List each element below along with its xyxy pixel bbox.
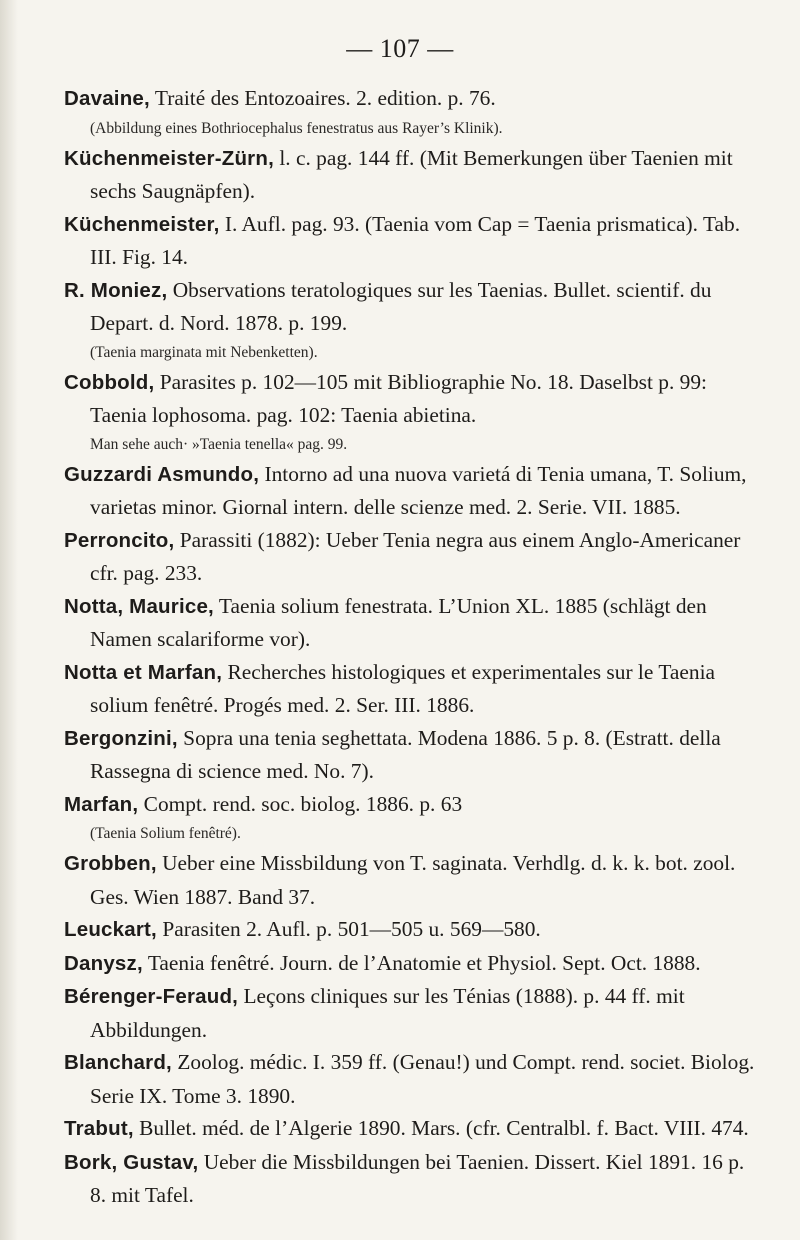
bibliography-entry <box>64 947 764 981</box>
entry-author: Notta, Maurice, <box>64 594 214 618</box>
entry-text: Ueber eine Missbildung von T. saginata. Verhdlg. d. k. k. bot. zool. Ges. Wien 1887. Band 37. <box>90 851 736 909</box>
entry-author: Blanchard, <box>64 1051 172 1074</box>
bibliography-entry <box>64 366 764 432</box>
bibliography-entry <box>64 788 764 822</box>
entry-author: Küchenmeister, <box>64 212 220 236</box>
bibliography-entry <box>64 1112 764 1146</box>
entry-text: Observations teratologiques sur les Taenias. Bullet. scientif. du Depart. d. Nord. 1878. p. 199. <box>90 277 712 335</box>
bibliography-entry <box>64 590 764 656</box>
entry-author: Grobben, <box>64 852 157 875</box>
entry-text: Recherches histologiques et experimentales sur le Taenia solium fenêtré. Progés med. 2. Ser. III. 1886. <box>90 659 716 717</box>
entry-text: Taenia fenêtré. Journ. de l’Anatomie et Physiol. Sept. Oct. 1888. <box>147 950 701 975</box>
entry-author: Guzzardi Asmundo, <box>64 462 260 486</box>
entry-author: Cobbold, <box>64 370 155 394</box>
entry-note: (Taenia Solium fenêtré). <box>90 825 241 842</box>
entry-text: l. c. pag. 144 ff. (Mit Bemerkungen über Taenien mit sechs Saugnäpfen). <box>90 145 733 203</box>
entry-text: Leçons cliniques sur les Ténias (1888). p. 44 ff. mit Abbildungen. <box>90 984 685 1042</box>
entry-author: Bergonzini, <box>64 726 178 750</box>
entry-author: Davaine, <box>64 87 150 110</box>
entry-text: Sopra una tenia seghettata. Modena 1886. 5 p. 8. (Estratt. della Rassegna di science med. No. 7). <box>90 725 721 783</box>
entry-author: Leuckart, <box>64 918 157 941</box>
bibliography-entry <box>64 274 764 340</box>
entry-author: Bork, Gustav, <box>64 1150 199 1174</box>
entry-author: Küchenmeister-Zürn, <box>64 146 274 170</box>
entry-author: Perroncito, <box>64 528 175 552</box>
entry-text: Parasites p. 102—105 mit Bibliographie No. 18. Daselbst p. 99: Taenia lophosoma. pag. 102: Taenia abietina. <box>90 369 707 427</box>
entry-text: Compt. rend. soc. biolog. 1886. p. 63 <box>143 791 463 816</box>
entry-author: Notta et Marfan, <box>64 660 223 684</box>
entry-note: (Taenia marginata mit Nebenketten). <box>90 343 318 361</box>
bibliography-entry <box>64 524 764 590</box>
bibliography-entry <box>64 656 764 722</box>
bibliography-entry <box>64 980 764 1046</box>
entry-text: Bullet. méd. de l’Algerie 1890. Mars. (cfr. Centralbl. f. Bact. VIII. 474. <box>139 1116 749 1140</box>
entry-text: Ueber die Missbildungen bei Taenien. Dissert. Kiel 1891. 16 p. 8. mit Tafel. <box>90 1149 745 1207</box>
bibliography-entry <box>64 722 764 788</box>
page-edge-shadow <box>0 0 18 1240</box>
entry-author: Trabut, <box>64 1117 134 1140</box>
entry-author: Bérenger-Feraud, <box>64 985 239 1008</box>
entry-text: Traité des Entozoaires. 2. edition. p. 76. <box>154 86 496 110</box>
entry-author: Danysz, <box>64 951 143 975</box>
entry-text: Parassiti (1882): Ueber Tenia negra aus einem Anglo-Americaner cfr. pag. 233. <box>90 527 741 585</box>
bibliography-entry <box>64 913 764 947</box>
entry-author: Marfan, <box>64 792 139 816</box>
bibliography-entry <box>64 208 764 274</box>
bibliography-list <box>64 82 764 1212</box>
page-number: — 107 — <box>346 34 454 63</box>
entry-author: R. Moniez, <box>64 278 168 302</box>
bibliography-entry <box>64 142 764 208</box>
entry-text: Intorno ad una nuova varietá di Tenia umana, T. Solium, varietas minor. Giornal intern. delle scienze med. 2. Serie. VII. 1885. <box>90 461 747 519</box>
bibliography-entry <box>64 847 764 913</box>
entry-text: I. Aufl. pag. 93. (Taenia vom Cap = Taenia prismatica). Tab. III. Fig. 14. <box>90 211 741 269</box>
entry-text: Parasiten 2. Aufl. p. 501—505 u. 569—580. <box>162 917 541 941</box>
entry-text: Zoolog. médic. I. 359 ff. (Genau!) und Compt. rend. societ. Biolog. Serie IX. Tome 3. 1890. <box>90 1050 755 1108</box>
bibliography-entry <box>64 458 764 524</box>
bibliography-entry <box>64 1046 764 1112</box>
entry-note: (Abbildung eines Bothriocephalus fenestratus aus Rayer’s Klinik). <box>90 119 503 137</box>
entry-note: Man sehe auch· »Taenia tenella« pag. 99. <box>90 435 348 453</box>
entry-text: Taenia solium fenestrata. L’Union XL. 1885 (schlägt den Namen scalariforme vor). <box>90 593 707 651</box>
bibliography-entry <box>64 1146 764 1212</box>
bibliography-entry <box>64 82 764 116</box>
